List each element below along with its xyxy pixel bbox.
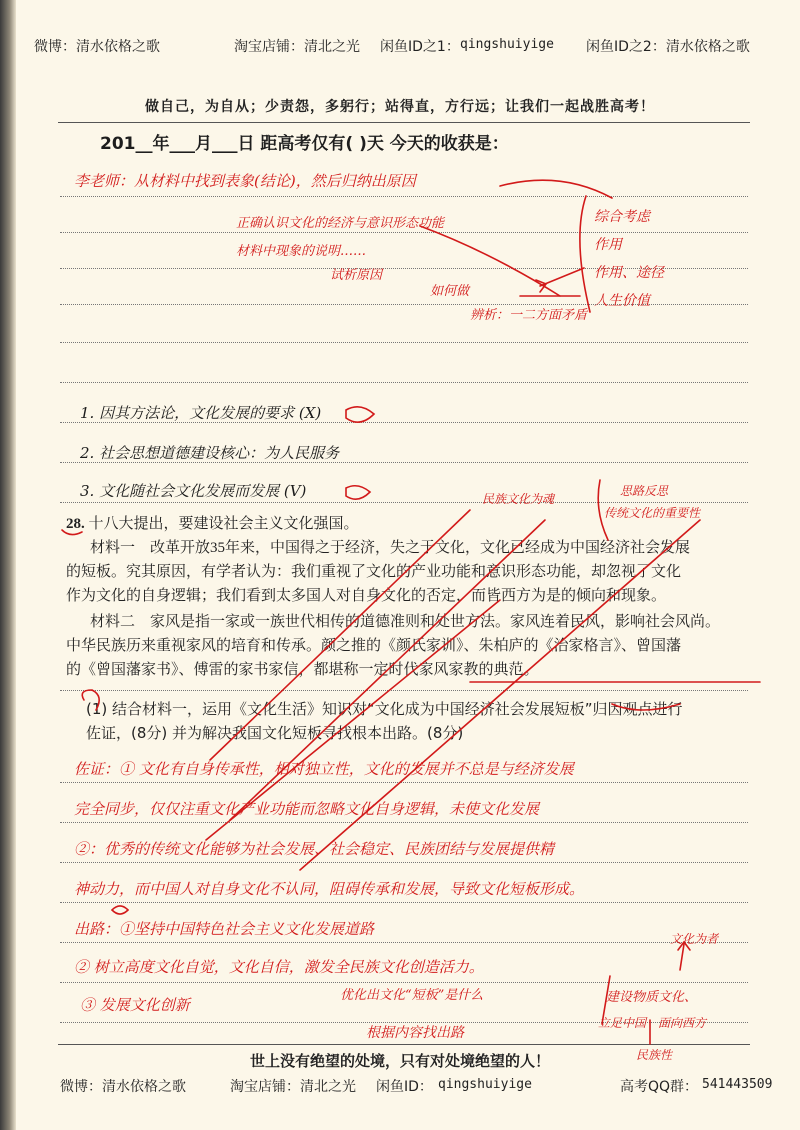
handwritten-note: 思路反思 xyxy=(620,484,669,498)
circle-mark xyxy=(112,906,128,914)
answer-note: 立足中国 面向西方 xyxy=(598,1016,707,1030)
arrow-stroke xyxy=(540,268,584,286)
header-taobao: 淘宝店铺：清北之光 xyxy=(234,39,360,55)
footer-xianyu-label: 闲鱼ID： xyxy=(376,1079,433,1095)
circle-mark xyxy=(82,690,99,710)
handwritten-note: 综合考虑 xyxy=(594,209,650,225)
cross-stroke xyxy=(300,520,700,870)
answer-line: ③ 发展文化创新 xyxy=(80,996,190,1014)
answer-line: ② 树立高度文化自觉，文化自信，激发全民族文化创造活力。 xyxy=(74,958,484,976)
header-xianyu1-value: qingshuiyige xyxy=(460,37,554,52)
handwritten-item: 3. 文化随社会文化发展而发展 (V) xyxy=(80,482,307,500)
arrow-stroke xyxy=(598,480,608,540)
loop-stroke xyxy=(500,180,612,198)
arrow-stroke xyxy=(680,944,684,970)
underline-stroke xyxy=(612,704,680,710)
footer-slogan: 世上没有绝望的处境，只有对处境绝望的人！ xyxy=(249,1052,550,1070)
handwritten-note: 作用、途径 xyxy=(594,265,664,281)
answer-note: 优化出文化“短板”是什么 xyxy=(340,988,484,1003)
handwritten-item: 1. 因其方法论，文化发展的要求 (X) xyxy=(80,404,322,422)
header-weibo: 微博：清水依格之歌 xyxy=(34,39,160,55)
material-line: 作为文化的自身逻辑；我们看到太多国人对自身文化的否定，而皆西方为是的倾向和现象。 xyxy=(66,588,667,604)
brace-stroke xyxy=(580,196,590,312)
question-number: 28. xyxy=(66,516,85,532)
handwritten-note: 材料中现象的说明…… xyxy=(236,244,367,259)
handwritten-note: 李老师：从材料中找到表象(结论)，然后归纳出原因 xyxy=(74,172,416,190)
material-line: 材料一 改革开放35年来，中国得之于经济，失之于文化，文化已经成为中国经济社会发展 xyxy=(90,540,691,556)
header-xianyu1-label: 闲鱼ID之1： xyxy=(380,39,460,55)
answer-note: 建设物质文化、 xyxy=(606,990,698,1005)
handwritten-note: 作用 xyxy=(594,237,622,253)
answer-line: 出路：①坚持中国特色社会主义文化发展道路 xyxy=(74,920,375,938)
handwritten-note: 传统文化的重要性 xyxy=(604,506,701,520)
footer-weibo: 微博：清水依格之歌 xyxy=(60,1079,186,1095)
handwritten-note: 民族文化为魂 xyxy=(482,492,555,506)
handwritten-note: 辨析：一二方面矛盾 xyxy=(470,308,588,323)
header-xianyu2: 闲鱼ID之2：清水依格之歌 xyxy=(586,39,750,55)
material-line: 材料二 家风是指一家或一族世代相传的道德准则和处世方法。家风连着民风，影响社会风尚。 xyxy=(90,614,721,630)
answer-note: 民族性 xyxy=(636,1048,673,1062)
answer-note: 文化为者 xyxy=(670,932,719,946)
date-line: 201__年___月___日 距高考仅有( )天 今天的收获是： xyxy=(100,134,509,154)
handwritten-note: 人生价值 xyxy=(594,293,650,309)
material-line: 中华民族历来重视家风的培育和传承。颜之推的《颜氏家训》、朱柏庐的《治家格言》、曾国藩 xyxy=(66,638,682,654)
handwritten-note: 试析原因 xyxy=(330,268,383,283)
answer-line: 神动力，而中国人对自身文化不认同，阻碍传承和发展，导致文化短板形成。 xyxy=(74,880,585,898)
cross-stroke xyxy=(206,600,500,840)
cross-stroke xyxy=(210,510,470,760)
answer-line: 完全同步，仅仅注重文化产业功能而忽略文化自身逻辑，未使文化发展 xyxy=(74,800,540,818)
handwritten-item: 2. 社会思想道德建设核心：为人民服务 xyxy=(80,444,340,462)
check-circle xyxy=(346,486,370,499)
footer-qq-label: 高考QQ群： xyxy=(620,1079,699,1095)
answer-line: ②：优秀的传统文化能够为社会发展、社会稳定、民族团结与发展提供精 xyxy=(74,840,555,858)
arrow-stroke xyxy=(420,226,560,296)
footer-taobao: 淘宝店铺：清北之光 xyxy=(230,1079,356,1095)
brace-stroke xyxy=(602,976,610,1024)
answer-line: 佐证：① 文化有自身传承性，相对独立性，文化的发展并不总是与经济发展 xyxy=(74,760,574,778)
material-line: 的《曾国藩家书》、傅雷的家书家信，都堪称一定时代家风家教的典范。 xyxy=(66,662,539,678)
cross-stroke xyxy=(230,520,545,820)
footer-qq-value: 541443509 xyxy=(702,1077,773,1092)
material-line: 的短板。究其原因，有学者认为：我们重视了文化的产业功能和意识形态功能，却忽视了文化 xyxy=(66,564,682,580)
sub-question-line: (1) 结合材料一，运用《文化生活》知识对“文化成为中国经济社会发展短板”归因观点进行 xyxy=(86,700,683,718)
sub-question-line: 佐证，(8分) 并为解决我国文化短板寻找根本出路。(8分) xyxy=(86,724,464,742)
handwritten-note: 正确认识文化的经济与意识形态功能 xyxy=(236,216,445,231)
motto-line: 做自己，为自从；少责怨，多躬行；站得直，方行远；让我们一起战胜高考！ xyxy=(145,99,655,115)
footer-xianyu-value: qingshuiyige xyxy=(438,1077,532,1092)
question-stem-text: 十八大提出，要建设社会主义文化强国。 xyxy=(88,516,359,532)
cross-circle xyxy=(346,407,374,422)
margin-mark xyxy=(62,530,82,535)
answer-note: 根据内容找出路 xyxy=(366,1025,464,1041)
handwritten-note: 如何做 xyxy=(430,284,470,299)
